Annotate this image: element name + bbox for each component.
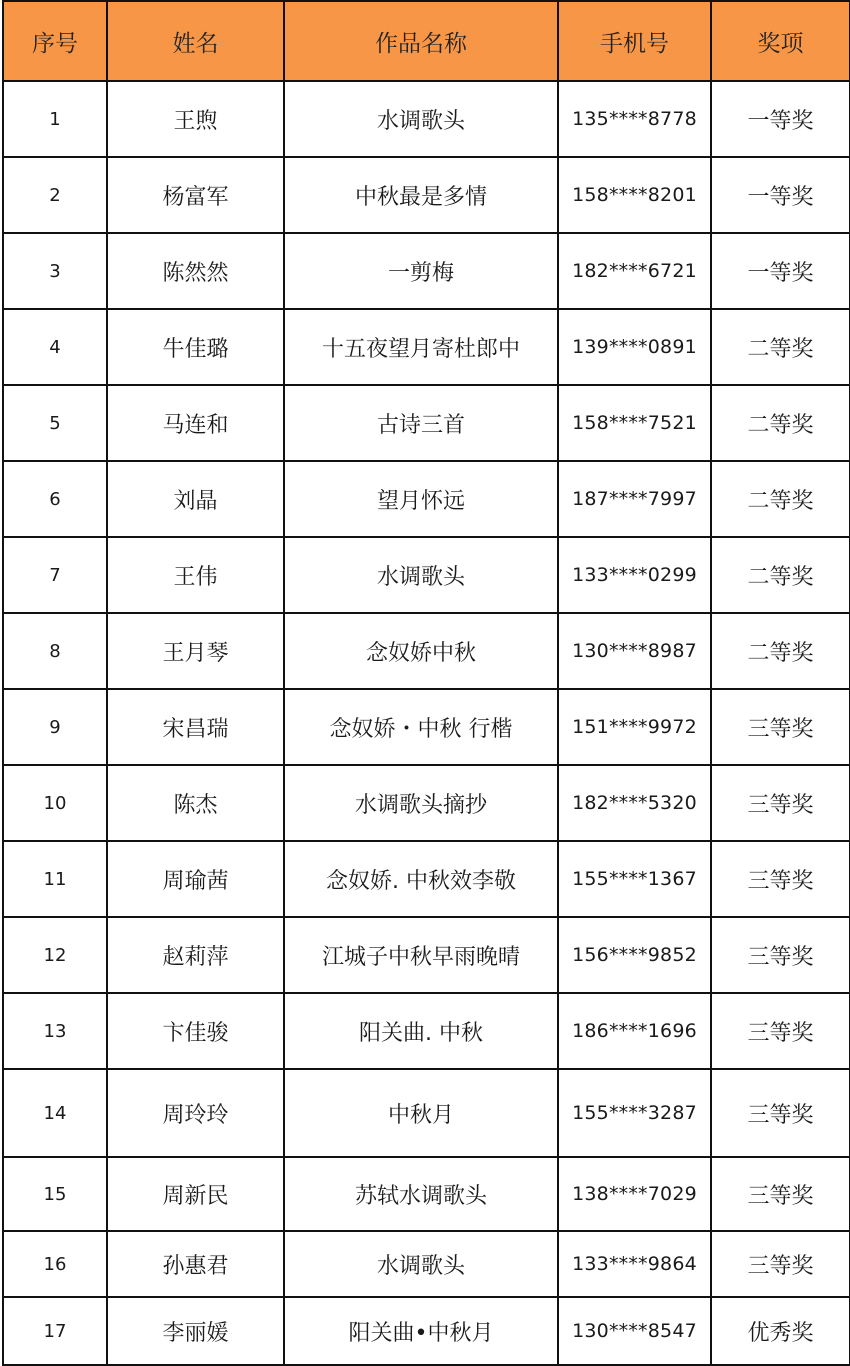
cell-work: 阳关曲. 中秋 [284,993,558,1069]
cell-no: 5 [3,385,107,461]
header-work: 作品名称 [284,1,558,81]
cell-award: 三等奖 [711,765,850,841]
cell-name: 孙惠君 [107,1231,284,1297]
cell-award: 一等奖 [711,233,850,309]
cell-work: 水调歌头 [284,537,558,613]
header-no: 序号 [3,1,107,81]
header-award: 奖项 [711,1,850,81]
cell-phone: 138****7029 [558,1157,711,1231]
header-name: 姓名 [107,1,284,81]
cell-phone: 186****1696 [558,993,711,1069]
cell-work: 念奴娇・中秋 行楷 [284,689,558,765]
cell-name: 王月琴 [107,613,284,689]
cell-award: 三等奖 [711,1069,850,1157]
cell-phone: 151****9972 [558,689,711,765]
table-row [3,1157,850,1231]
cell-no: 17 [3,1297,107,1365]
cell-phone: 156****9852 [558,917,711,993]
cell-no: 1 [3,81,107,157]
table-row [3,841,850,917]
table-row [3,917,850,993]
header-phone: 手机号 [558,1,711,81]
cell-name: 卞佳骏 [107,993,284,1069]
table-row [3,689,850,765]
cell-work: 苏轼水调歌头 [284,1157,558,1231]
cell-work: 水调歌头 [284,1231,558,1297]
cell-award: 二等奖 [711,309,850,385]
cell-name: 王煦 [107,81,284,157]
table-row [3,613,850,689]
cell-name: 周瑜茜 [107,841,284,917]
cell-award: 三等奖 [711,993,850,1069]
cell-award: 二等奖 [711,385,850,461]
cell-work: 念奴娇中秋 [284,613,558,689]
awards-table [2,0,850,1366]
cell-name: 牛佳璐 [107,309,284,385]
table-row [3,537,850,613]
table-row [3,385,850,461]
cell-work: 古诗三首 [284,385,558,461]
cell-no: 7 [3,537,107,613]
cell-phone: 135****8778 [558,81,711,157]
cell-no: 13 [3,993,107,1069]
table-row [3,157,850,233]
cell-award: 二等奖 [711,537,850,613]
cell-no: 12 [3,917,107,993]
cell-name: 刘晶 [107,461,284,537]
cell-award: 三等奖 [711,689,850,765]
cell-name: 李丽媛 [107,1297,284,1365]
cell-name: 陈然然 [107,233,284,309]
table-row [3,765,850,841]
cell-phone: 155****3287 [558,1069,711,1157]
cell-name: 陈杰 [107,765,284,841]
cell-work: 念奴娇. 中秋效李敬 [284,841,558,917]
header-row [3,1,850,81]
cell-phone: 133****0299 [558,537,711,613]
cell-no: 15 [3,1157,107,1231]
table-row [3,1231,850,1297]
cell-name: 周新民 [107,1157,284,1231]
cell-no: 14 [3,1069,107,1157]
table-row [3,81,850,157]
table-row [3,461,850,537]
table-row [3,233,850,309]
cell-name: 宋昌瑞 [107,689,284,765]
table-row [3,1069,850,1157]
cell-no: 16 [3,1231,107,1297]
table-row [3,993,850,1069]
cell-name: 赵莉萍 [107,917,284,993]
cell-work: 一剪梅 [284,233,558,309]
cell-work: 江城子中秋早雨晚晴 [284,917,558,993]
cell-work: 望月怀远 [284,461,558,537]
cell-work: 中秋最是多情 [284,157,558,233]
table-row [3,1297,850,1365]
cell-no: 3 [3,233,107,309]
cell-no: 9 [3,689,107,765]
cell-work: 十五夜望月寄杜郎中 [284,309,558,385]
cell-name: 王伟 [107,537,284,613]
cell-award: 三等奖 [711,1157,850,1231]
cell-work: 水调歌头 [284,81,558,157]
cell-award: 一等奖 [711,81,850,157]
cell-name: 马连和 [107,385,284,461]
cell-work: 水调歌头摘抄 [284,765,558,841]
cell-phone: 130****8987 [558,613,711,689]
cell-phone: 182****6721 [558,233,711,309]
cell-phone: 155****1367 [558,841,711,917]
cell-phone: 130****8547 [558,1297,711,1365]
cell-no: 4 [3,309,107,385]
cell-work: 阳关曲•中秋月 [284,1297,558,1365]
cell-phone: 182****5320 [558,765,711,841]
cell-no: 10 [3,765,107,841]
cell-no: 2 [3,157,107,233]
cell-award: 二等奖 [711,461,850,537]
cell-phone: 133****9864 [558,1231,711,1297]
cell-name: 杨富军 [107,157,284,233]
cell-award: 三等奖 [711,1231,850,1297]
cell-phone: 139****0891 [558,309,711,385]
table-row [3,309,850,385]
cell-award: 优秀奖 [711,1297,850,1365]
cell-work: 中秋月 [284,1069,558,1157]
cell-award: 三等奖 [711,841,850,917]
cell-award: 一等奖 [711,157,850,233]
cell-name: 周玲玲 [107,1069,284,1157]
cell-no: 11 [3,841,107,917]
cell-phone: 158****8201 [558,157,711,233]
cell-phone: 187****7997 [558,461,711,537]
cell-phone: 158****7521 [558,385,711,461]
cell-award: 二等奖 [711,613,850,689]
cell-no: 8 [3,613,107,689]
cell-award: 三等奖 [711,917,850,993]
cell-no: 6 [3,461,107,537]
